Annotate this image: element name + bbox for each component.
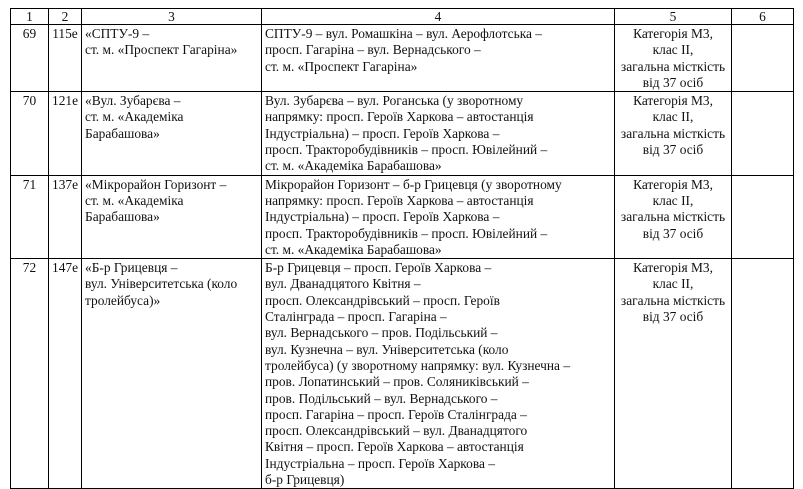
note-cell bbox=[732, 259, 794, 489]
routes-table bbox=[10, 8, 794, 489]
path-line: б-р Грицевця) bbox=[265, 472, 345, 488]
path-line: просп. Гагаріна – просп. Героїв Сталінграда – bbox=[265, 406, 527, 422]
vehicle-category-cell bbox=[615, 92, 732, 175]
name-line: ст. м. «Проспект Гагаріна» bbox=[85, 42, 238, 58]
path-line: просп. Тракторобудівників – просп. Ювілейний – bbox=[265, 142, 548, 158]
path-line: вул. Вернадського – пров. Подільський – bbox=[265, 325, 498, 341]
name-line: вул. Університетська (коло bbox=[85, 276, 238, 292]
category-line: загальна місткість bbox=[620, 292, 726, 308]
path-line: тролейбуса) (у зворотному напрямку: вул. Кузнечна – bbox=[265, 357, 571, 373]
path-line: вул. Дванадцятого Квітня – bbox=[265, 276, 421, 292]
path-line: вул. Кузнечна – вул. Університетська (коло bbox=[265, 341, 509, 357]
route-number-cell: 115е bbox=[49, 25, 82, 92]
vehicle-category-cell bbox=[615, 259, 732, 489]
category-line: загальна місткість bbox=[620, 58, 726, 74]
name-line: «Мікрорайон Горизонт – bbox=[85, 176, 227, 192]
path-line: пров. Подільський – вул. Вернадського – bbox=[265, 390, 498, 406]
name-line: «СПТУ-9 – bbox=[85, 26, 150, 41]
category-line: Категорія М3, bbox=[633, 260, 713, 276]
vehicle-category-cell bbox=[615, 25, 732, 92]
header-row bbox=[11, 9, 794, 25]
table-row bbox=[11, 175, 794, 258]
path-line: Індустріальна – просп. Героїв Харкова – bbox=[265, 455, 495, 471]
route-name-cell bbox=[82, 92, 262, 175]
category-line: від 37 осіб bbox=[642, 309, 704, 325]
category-line: від 37 осіб bbox=[642, 225, 704, 241]
row-number-cell: 70 bbox=[11, 92, 49, 175]
route-path-cell bbox=[262, 25, 615, 92]
column-header-3: 3 bbox=[82, 9, 262, 25]
category-line: загальна місткість bbox=[620, 125, 726, 141]
route-name-cell bbox=[82, 25, 262, 92]
note-cell bbox=[732, 92, 794, 175]
route-number-cell: 147е bbox=[49, 259, 82, 489]
path-line: просп. Олександрівський – просп. Героїв bbox=[265, 292, 500, 308]
name-line: ст. м. «Академіка bbox=[85, 192, 184, 208]
path-line: пров. Лопатинський – пров. Соляниківський – bbox=[265, 374, 529, 390]
route-path-cell bbox=[262, 259, 615, 489]
path-line: ст. м. «Академіка Барабашова» bbox=[265, 241, 442, 257]
path-line: Індустріальна) – просп. Героїв Харкова – bbox=[265, 209, 500, 225]
route-number-cell: 121е bbox=[49, 92, 82, 175]
path-line: Індустріальна) – просп. Героїв Харкова – bbox=[265, 125, 500, 141]
category-line: від 37 осіб bbox=[642, 74, 704, 90]
category-line: Категорія М3, bbox=[633, 26, 713, 41]
column-header-2: 2 bbox=[49, 9, 82, 25]
path-line: Б-р Грицевця – просп. Героїв Харкова – bbox=[265, 260, 492, 276]
route-name-cell bbox=[82, 259, 262, 489]
name-line: тролейбуса)» bbox=[85, 292, 161, 308]
document-page bbox=[10, 8, 793, 489]
column-header-6: 6 bbox=[732, 9, 794, 25]
route-number-cell: 137е bbox=[49, 175, 82, 258]
path-line: Мікрорайон Горизонт – б-р Грицевця (у зворотному bbox=[265, 176, 562, 192]
column-header-5: 5 bbox=[615, 9, 732, 25]
path-line: Квітня – просп. Героїв Харкова – автостанція bbox=[265, 439, 524, 455]
name-line: Барабашова» bbox=[85, 209, 160, 225]
path-line: ст. м. «Академіка Барабашова» bbox=[265, 158, 442, 174]
category-line: загальна місткість bbox=[620, 209, 726, 225]
table-body bbox=[11, 25, 794, 489]
name-line: Барабашова» bbox=[85, 125, 160, 141]
path-line: ст. м. «Проспект Гагаріна» bbox=[265, 58, 418, 74]
path-line: напрямку: просп. Героїв Харкова – автостанція bbox=[265, 192, 534, 208]
row-number-cell: 72 bbox=[11, 259, 49, 489]
path-line: Вул. Зубарєва – вул. Роганська (у зворотному bbox=[265, 93, 524, 109]
name-line: «Вул. Зубарєва – bbox=[85, 93, 181, 109]
name-line: «Б-р Грицевця – bbox=[85, 260, 178, 276]
route-path-cell bbox=[262, 175, 615, 258]
table-row bbox=[11, 259, 794, 489]
vehicle-category-cell bbox=[615, 175, 732, 258]
path-line: просп. Гагаріна – вул. Вернадського – bbox=[265, 42, 481, 58]
column-header-4: 4 bbox=[262, 9, 615, 25]
category-line: Категорія М3, bbox=[633, 176, 713, 192]
note-cell bbox=[732, 25, 794, 92]
path-line: СПТУ-9 – вул. Ромашкіна – вул. Аерофлотська – bbox=[265, 26, 542, 41]
category-line: клас ІІ, bbox=[652, 42, 694, 58]
path-line: просп. Олександрівський – вул. Дванадцятого bbox=[265, 423, 528, 439]
category-line: від 37 осіб bbox=[642, 142, 704, 158]
path-line: напрямку: просп. Героїв Харкова – автостанція bbox=[265, 109, 534, 125]
category-line: Категорія М3, bbox=[633, 93, 713, 109]
column-header-1: 1 bbox=[11, 9, 49, 25]
route-name-cell bbox=[82, 175, 262, 258]
name-line: ст. м. «Академіка bbox=[85, 109, 184, 125]
route-path-cell bbox=[262, 92, 615, 175]
category-line: клас ІІ, bbox=[652, 276, 694, 292]
row-number-cell: 69 bbox=[11, 25, 49, 92]
note-cell bbox=[732, 175, 794, 258]
path-line: Сталінграда – просп. Гагаріна – bbox=[265, 309, 447, 325]
path-line: просп. Тракторобудівників – просп. Ювілейний – bbox=[265, 225, 548, 241]
category-line: клас ІІ, bbox=[652, 192, 694, 208]
table-row bbox=[11, 25, 794, 92]
category-line: клас ІІ, bbox=[652, 109, 694, 125]
table-row bbox=[11, 92, 794, 175]
row-number-cell: 71 bbox=[11, 175, 49, 258]
